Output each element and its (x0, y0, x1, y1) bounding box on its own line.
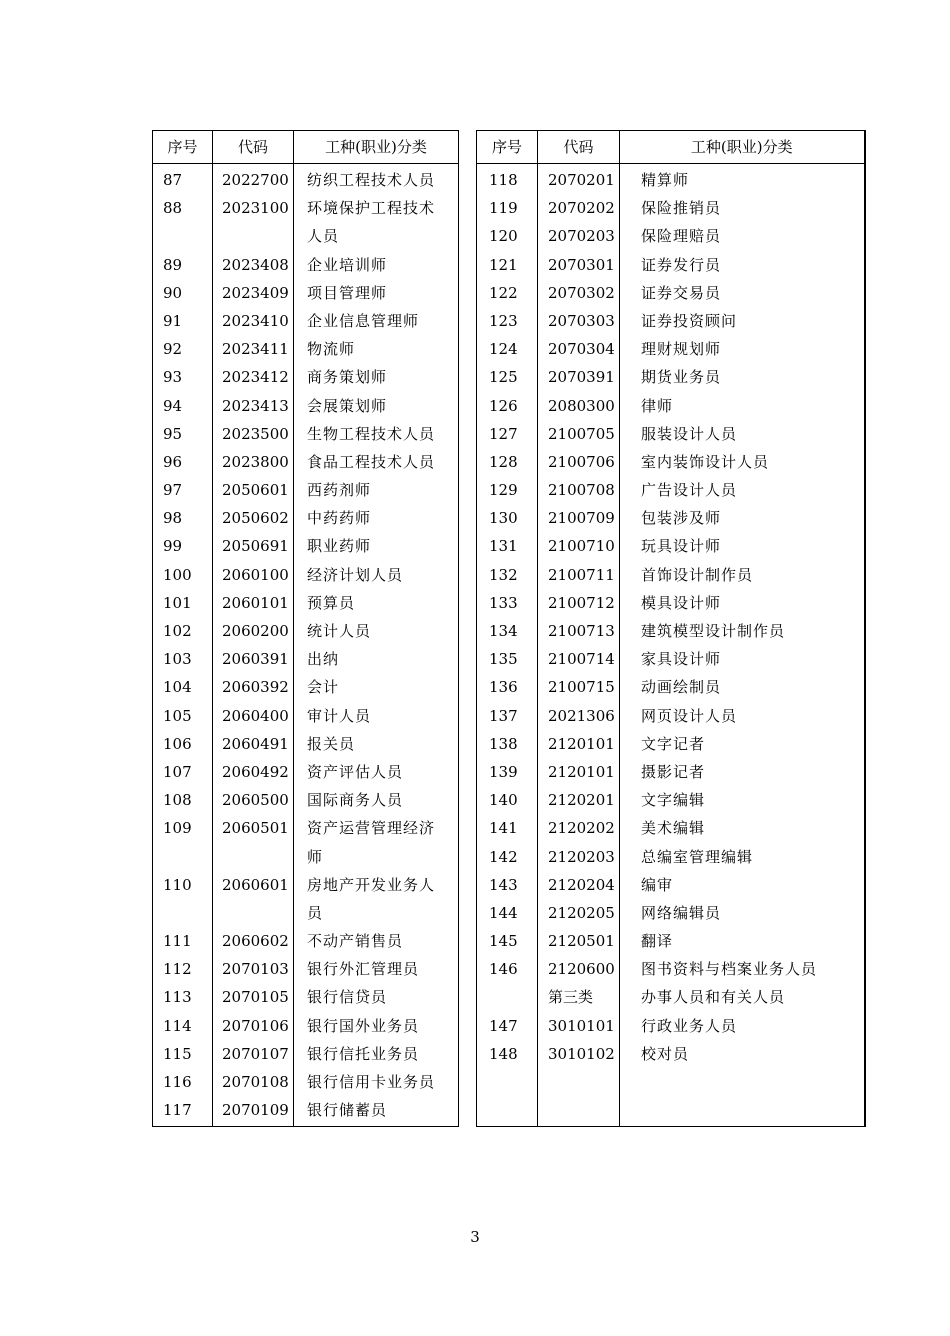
cell-line: 室内装饰设计人员 (641, 452, 770, 471)
cell-line: 房地产开发业务人 (307, 875, 436, 894)
cell-line: 147 (489, 1016, 518, 1035)
cell-line: 131 (489, 537, 518, 556)
cell-line: 148 (489, 1044, 518, 1063)
cell-line (489, 983, 537, 1011)
cell-line: 88 (163, 199, 183, 218)
cell-line: 2070303 (548, 311, 615, 330)
cell-line: 2070201 (548, 171, 615, 189)
cell-line: 美术编辑 (641, 819, 706, 838)
cell-line: 2070109 (222, 1101, 289, 1120)
cell-line: 2060501 (222, 819, 289, 838)
cell-line: 2060400 (222, 706, 289, 725)
cell-line: 2120204 (548, 875, 615, 894)
cell-line: 106 (163, 734, 192, 753)
cell-line: 2100705 (548, 424, 615, 443)
cell-line: 101 (163, 593, 192, 612)
cell-line: 98 (163, 509, 183, 528)
cell-line: 116 (163, 1073, 192, 1091)
cell-line: 2100706 (548, 452, 615, 471)
cell-line: 2120201 (548, 791, 615, 810)
cell-line: 96 (163, 452, 183, 471)
header-code: 代码 (538, 131, 620, 164)
right-table-header-row (477, 131, 865, 164)
cell-line: 93 (163, 368, 183, 387)
cell-line: 2100712 (548, 593, 615, 612)
cell-line: 132 (489, 565, 518, 584)
cell-line: 精算师 (641, 171, 690, 189)
cell-line: 144 (489, 903, 518, 922)
left-code-column (213, 164, 294, 1127)
cell-line: 物流师 (307, 340, 356, 359)
cell-line: 不动产销售员 (307, 932, 404, 951)
cell-line: 2080300 (548, 396, 615, 415)
cell-line: 107 (163, 762, 192, 781)
cell-line: 2060200 (222, 622, 289, 640)
cell-line: 3010102 (548, 1044, 615, 1063)
cell-line: 2060492 (222, 762, 289, 781)
cell-line: 140 (489, 791, 518, 810)
cell-line: 2070202 (548, 199, 615, 218)
cell-line: 104 (163, 678, 192, 697)
cell-line: 职业药师 (307, 537, 372, 556)
cell-line: 2070106 (222, 1016, 289, 1035)
cell-line: 2050691 (222, 537, 289, 556)
cell-line: 保险推销员 (641, 199, 722, 218)
cell-line: 3010101 (548, 1016, 615, 1035)
cell-line: 129 (489, 481, 518, 500)
cell-line: 2050602 (222, 509, 289, 528)
cell-line: 玩具设计师 (641, 537, 722, 556)
cell-line: 99 (163, 537, 183, 556)
cell-line: 119 (489, 199, 518, 218)
cell-line: 2050601 (222, 481, 289, 500)
cell-line: 143 (489, 875, 518, 894)
cell-line: 2060602 (222, 932, 289, 951)
cell-line: 90 (163, 283, 183, 302)
cell-line: 文字编辑 (641, 791, 706, 810)
cell-line: 142 (489, 847, 518, 866)
cell-line: 130 (489, 509, 518, 528)
cell-line: 家具设计师 (641, 650, 722, 669)
cell-line: 编审 (641, 875, 674, 894)
cell-line: 银行国外业务员 (307, 1016, 420, 1035)
cell-line: 模具设计师 (641, 593, 722, 612)
right-occupation-table (476, 130, 866, 1127)
cell-line: 文字记者 (641, 734, 706, 753)
cell-line: 2070105 (222, 988, 289, 1007)
cell-line: 2120101 (548, 762, 615, 781)
cell-line: 2070108 (222, 1073, 289, 1091)
cell-line: 银行信贷员 (307, 988, 388, 1007)
cell-line: 证券发行员 (641, 255, 722, 274)
cell-line: 100 (163, 565, 192, 584)
cell-line: 国际商务人员 (307, 791, 404, 810)
cell-line: 2070391 (548, 368, 615, 387)
cell-line: 企业培训师 (307, 255, 388, 274)
cell-line: 2070203 (548, 227, 615, 246)
page-number: 3 (470, 1228, 480, 1246)
cell-line: 137 (489, 706, 518, 725)
cell-line: 办事人员和有关人员 (641, 988, 786, 1007)
cell-line: 商务策划师 (307, 368, 388, 387)
cell-line: 108 (163, 791, 192, 810)
cell-line: 广告设计人员 (641, 481, 738, 500)
cell-line: 110 (163, 875, 192, 894)
cell-line: 124 (489, 340, 518, 359)
cell-line: 资产运营管理经济 (307, 819, 436, 838)
cell-line: 服装设计人员 (641, 424, 738, 443)
cell-line: 证券交易员 (641, 283, 722, 302)
cell-line: 校对员 (641, 1044, 690, 1063)
left-name-column (294, 164, 459, 1127)
cell-line: 网络编辑员 (641, 903, 722, 922)
cell-line: 2070304 (548, 340, 615, 359)
cell-line: 138 (489, 734, 518, 753)
cell-line: 2070107 (222, 1044, 289, 1063)
cell-line: 翻译 (641, 932, 674, 951)
cell-line: 2022700 (222, 171, 289, 189)
cell-line: 图书资料与档案业务人员 (641, 960, 818, 979)
cell-line: 人员 (307, 227, 340, 246)
cell-line (222, 222, 293, 250)
left-table-body-row (153, 164, 459, 1127)
cell-line: 项目管理师 (307, 283, 388, 302)
cell-line: 西药剂师 (307, 481, 372, 500)
cell-line: 审计人员 (307, 706, 372, 725)
right-code-column (538, 164, 620, 1127)
cell-line: 2023411 (222, 340, 289, 359)
cell-line: 生物工程技术人员 (307, 424, 436, 443)
cell-line: 2100715 (548, 678, 615, 697)
cell-line: 证券投资顾问 (641, 311, 738, 330)
cell-line: 103 (163, 650, 192, 669)
cell-line: 摄影记者 (641, 762, 706, 781)
cell-line: 师 (307, 847, 324, 866)
right-name-column (620, 164, 865, 1127)
header-seq: 序号 (153, 131, 213, 164)
cell-line (163, 222, 212, 250)
cell-line: 2023500 (222, 424, 289, 443)
cell-line: 会计 (307, 678, 340, 697)
cell-line: 2021306 (548, 706, 615, 725)
header-name: 工种(职业)分类 (620, 131, 865, 164)
cell-line: 2023800 (222, 452, 289, 471)
cell-line: 2023409 (222, 283, 289, 302)
cell-line: 报关员 (307, 734, 356, 753)
cell-line: 122 (489, 283, 518, 302)
cell-line: 出纳 (307, 650, 340, 669)
cell-line: 保险理赔员 (641, 227, 722, 246)
cell-line: 预算员 (307, 593, 356, 612)
cell-line: 2100713 (548, 622, 615, 640)
cell-line: 92 (163, 340, 183, 359)
cell-line: 141 (489, 819, 518, 838)
cell-line: 145 (489, 932, 518, 951)
cell-line: 2120205 (548, 903, 615, 922)
cell-line: 期货业务员 (641, 368, 722, 387)
cell-line: 2120501 (548, 932, 615, 951)
cell-line: 102 (163, 622, 192, 640)
cell-line: 134 (489, 622, 518, 640)
cell-line: 95 (163, 424, 183, 443)
cell-line: 2060491 (222, 734, 289, 753)
cell-line: 2023410 (222, 311, 289, 330)
left-table-header-row (153, 131, 459, 164)
cell-line (222, 843, 293, 871)
cell-line: 建筑模型设计制作员 (641, 622, 786, 640)
cell-line (163, 899, 212, 927)
cell-line: 2100709 (548, 509, 615, 528)
cell-line: 包装涉及师 (641, 509, 722, 528)
cell-line (222, 899, 293, 927)
cell-line: 117 (163, 1101, 192, 1120)
cell-line: 总编室管理编辑 (641, 847, 754, 866)
cell-line: 123 (489, 311, 518, 330)
cell-line: 第三类 (548, 988, 594, 1007)
cell-line: 109 (163, 819, 192, 838)
cell-line: 2060391 (222, 650, 289, 669)
cell-line: 行政业务人员 (641, 1016, 738, 1035)
cell-line: 94 (163, 396, 183, 415)
cell-line: 网页设计人员 (641, 706, 738, 725)
cell-line: 员 (307, 903, 324, 922)
cell-line: 2060500 (222, 791, 289, 810)
cell-line: 2100714 (548, 650, 615, 669)
cell-line: 银行储蓄员 (307, 1101, 388, 1120)
cell-line: 2120600 (548, 960, 615, 979)
cell-line: 2070103 (222, 960, 289, 979)
cell-line: 115 (163, 1044, 192, 1063)
cell-line: 126 (489, 396, 518, 415)
cell-line: 97 (163, 481, 183, 500)
cell-line: 2023412 (222, 368, 289, 387)
cell-line: 113 (163, 988, 192, 1007)
cell-line: 2060100 (222, 565, 289, 584)
cell-line: 银行信用卡业务员 (307, 1073, 436, 1091)
cell-line: 105 (163, 706, 192, 725)
cell-line: 2023413 (222, 396, 289, 415)
cell-line: 经济计划人员 (307, 565, 404, 584)
cell-line: 动画绘制员 (641, 678, 722, 697)
cell-line: 2100711 (548, 565, 615, 584)
cell-line: 银行信托业务员 (307, 1044, 420, 1063)
cell-line: 136 (489, 678, 518, 697)
cell-line: 128 (489, 452, 518, 471)
cell-line: 89 (163, 255, 183, 274)
cell-line: 121 (489, 255, 518, 274)
cell-line: 112 (163, 960, 192, 979)
cell-line: 125 (489, 368, 518, 387)
cell-line: 139 (489, 762, 518, 781)
cell-line: 银行外汇管理员 (307, 960, 420, 979)
cell-line: 纺织工程技术人员 (307, 171, 436, 189)
left-seq-column (153, 164, 213, 1127)
header-name: 工种(职业)分类 (294, 131, 459, 164)
cell-line: 111 (163, 932, 192, 951)
cell-line: 企业信息管理师 (307, 311, 420, 330)
cell-line: 2060101 (222, 593, 289, 612)
cell-line: 146 (489, 960, 518, 979)
cell-line: 2023408 (222, 255, 289, 274)
cell-line: 环境保护工程技术 (307, 199, 436, 218)
cell-line: 理财规划师 (641, 340, 722, 359)
cell-line: 120 (489, 227, 518, 246)
cell-line: 2120202 (548, 819, 615, 838)
cell-line: 2100710 (548, 537, 615, 556)
cell-line: 2060601 (222, 875, 289, 894)
cell-line: 律师 (641, 396, 674, 415)
right-seq-column (477, 164, 538, 1127)
cell-line: 2120203 (548, 847, 615, 866)
header-code: 代码 (213, 131, 294, 164)
cell-line: 2060392 (222, 678, 289, 697)
cell-line: 133 (489, 593, 518, 612)
cell-line: 2120101 (548, 734, 615, 753)
cell-line: 2070302 (548, 283, 615, 302)
cell-line: 118 (489, 171, 518, 189)
cell-line: 资产评估人员 (307, 762, 404, 781)
cell-line: 135 (489, 650, 518, 669)
left-occupation-table (152, 130, 459, 1127)
cell-line: 中药药师 (307, 509, 372, 528)
header-seq: 序号 (477, 131, 538, 164)
cell-line: 91 (163, 311, 183, 330)
cell-line: 114 (163, 1016, 192, 1035)
cell-line (163, 843, 212, 871)
cell-line: 87 (163, 171, 183, 189)
cell-line: 2070301 (548, 255, 615, 274)
cell-line: 2023100 (222, 199, 289, 218)
cell-line: 统计人员 (307, 622, 372, 640)
cell-line: 会展策划师 (307, 396, 388, 415)
cell-line: 127 (489, 424, 518, 443)
cell-line: 2100708 (548, 481, 615, 500)
cell-line: 食品工程技术人员 (307, 452, 436, 471)
right-table-body-row (477, 164, 865, 1127)
cell-line: 首饰设计制作员 (641, 565, 754, 584)
